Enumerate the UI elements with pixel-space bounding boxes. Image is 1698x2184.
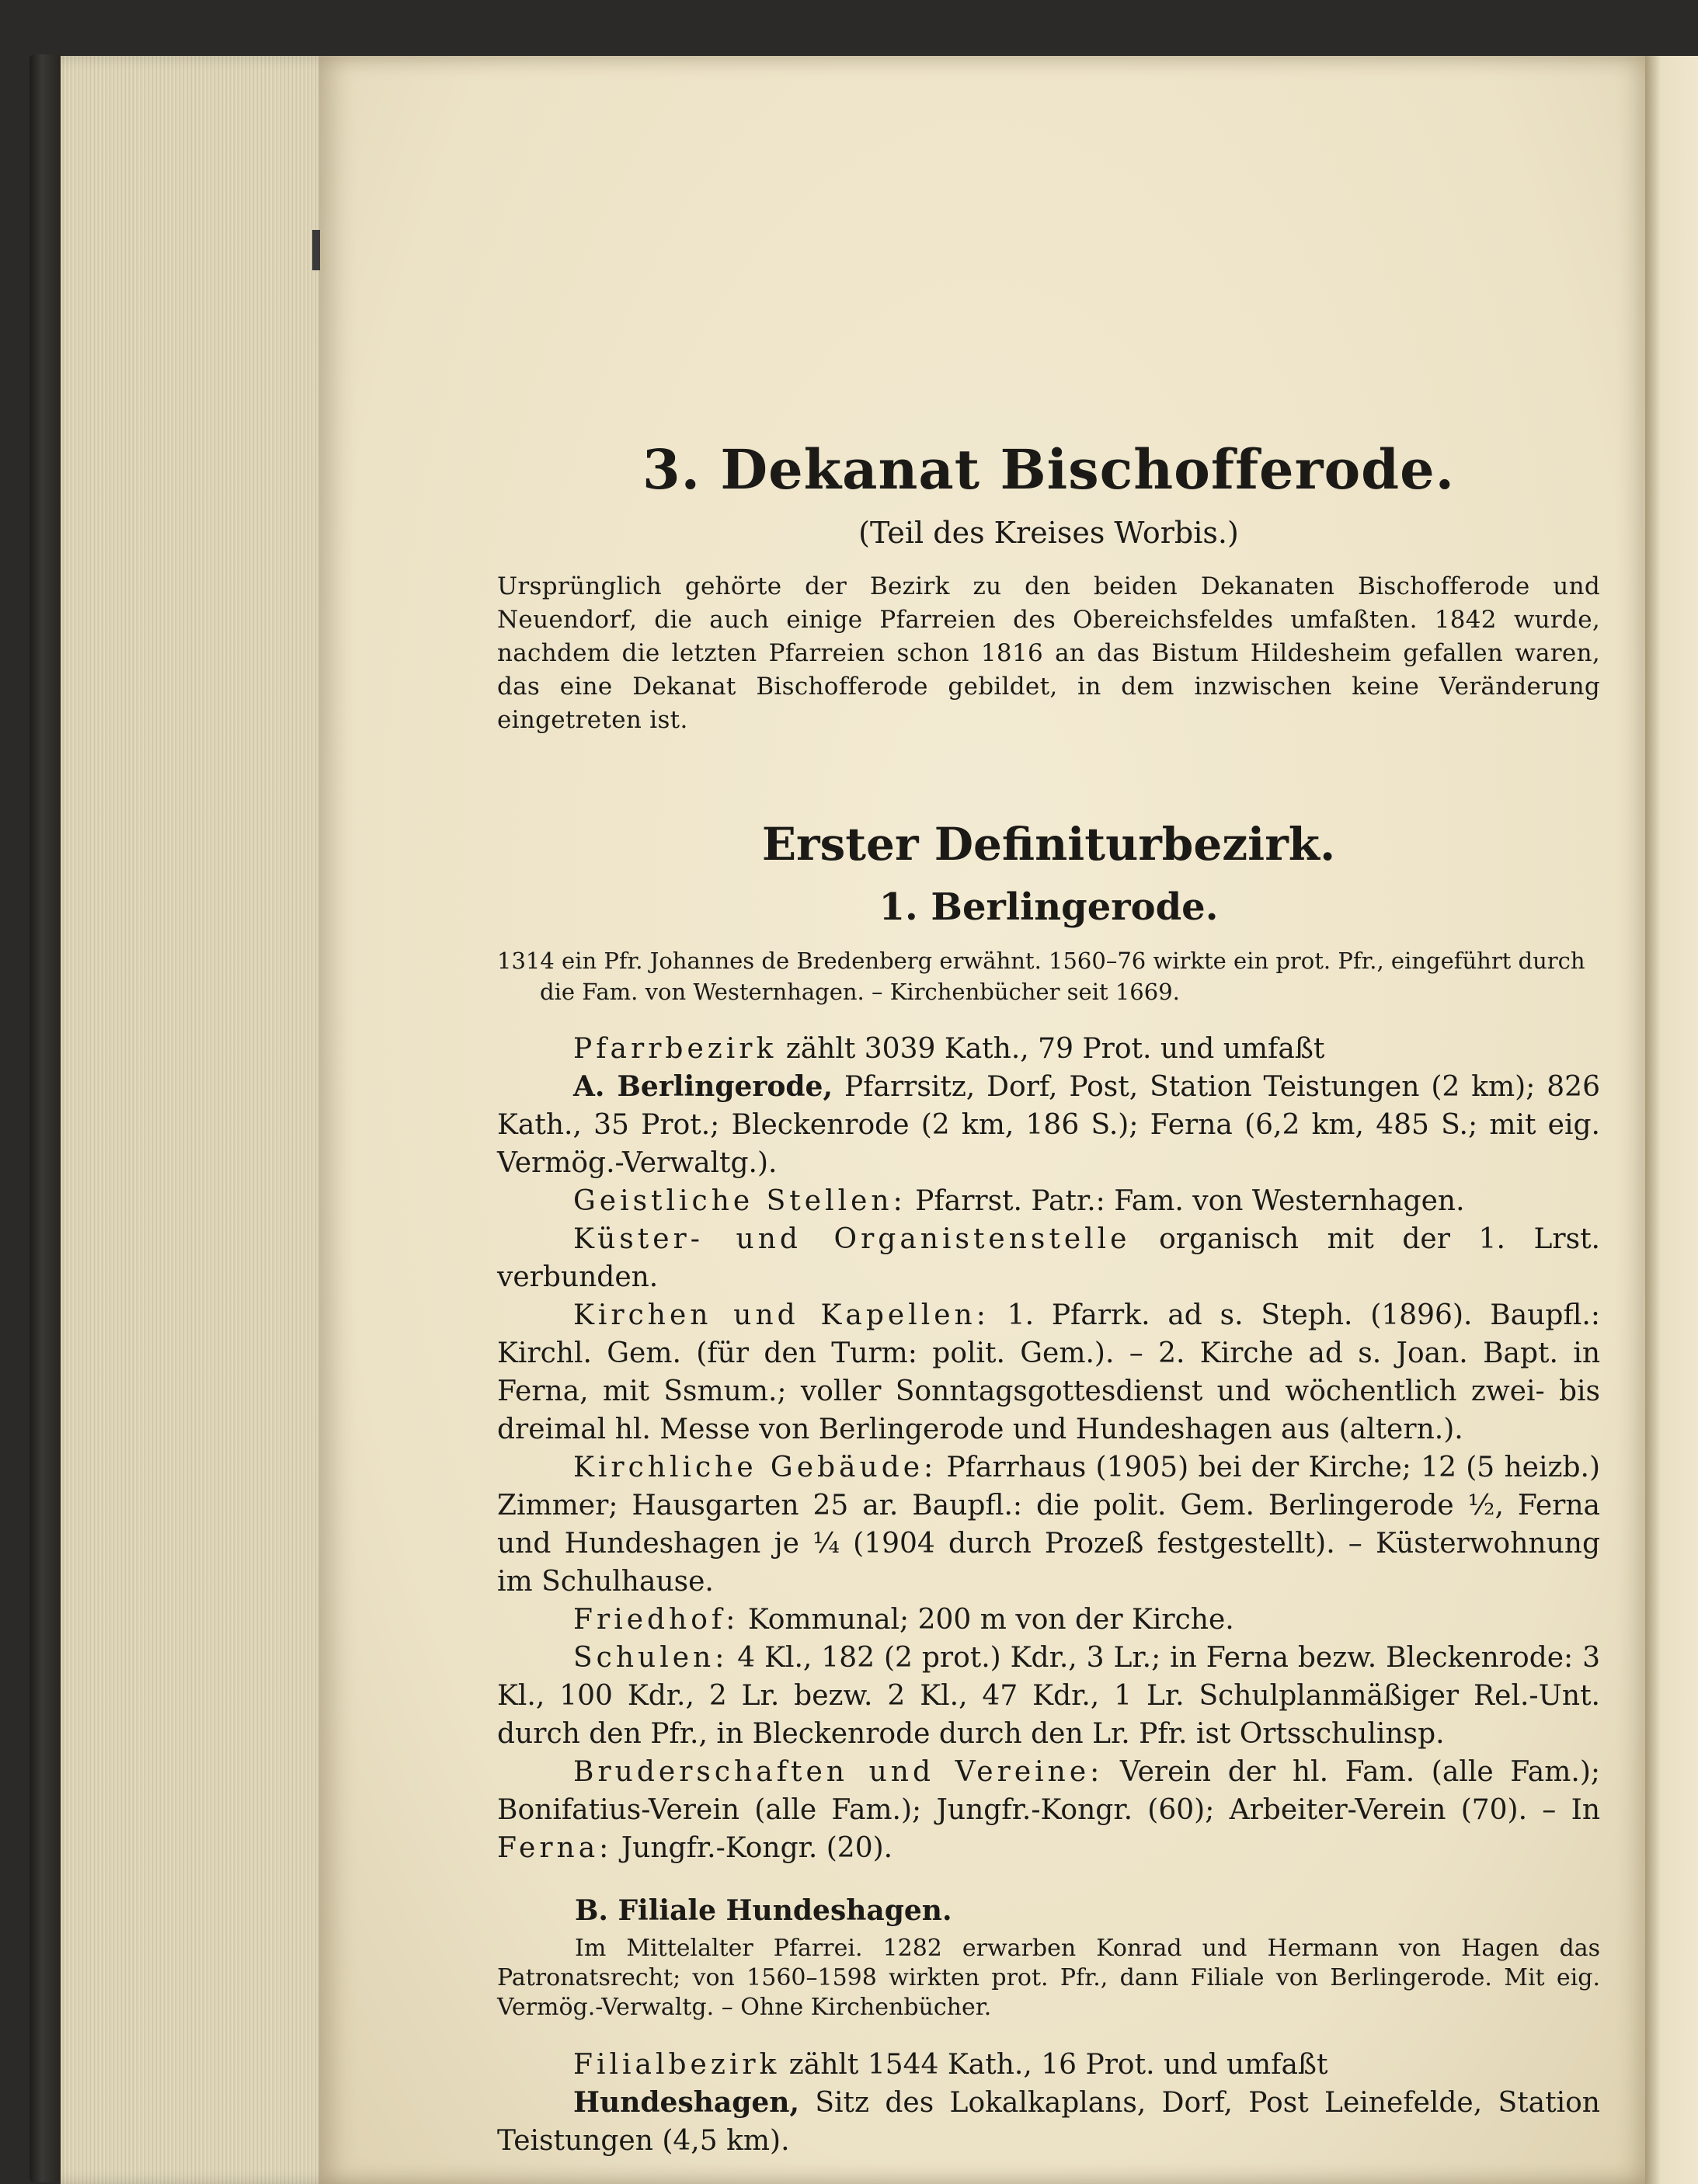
section-title: 3. Dekanat Bischofferode. bbox=[642, 437, 1456, 502]
text-hundeshagen: Sitz des Lokalkaplans, Dorf, Post Leinefelde, Station Teistungen (4,5 km). bbox=[497, 2087, 1600, 2157]
page-content bbox=[497, 435, 1600, 2160]
book-binding bbox=[30, 54, 61, 2182]
label-filialbezirk: Filialbezirk bbox=[573, 2049, 781, 2081]
district-title: Erster Definiturbezirk. bbox=[761, 818, 1336, 871]
parish-friedhof bbox=[497, 1601, 1600, 1639]
section-subtitle: (Teil des Kreises Worbis.) bbox=[858, 516, 1239, 550]
text-filialbezirk: zählt 1544 Kath., 16 Prot. und umfaßt bbox=[780, 2049, 1328, 2081]
label-pfarrbezirk: Pfarrbezirk bbox=[573, 1033, 778, 1065]
filiale-title: B. Filiale Hundeshagen. bbox=[575, 1894, 952, 1927]
text-ferna: Jungfr.-Kongr. (20). bbox=[612, 1832, 893, 1864]
parish-title: 1. Berlingerode. bbox=[879, 885, 1219, 929]
parish-schulen bbox=[497, 1639, 1600, 1753]
filial-district bbox=[497, 2046, 1600, 2084]
parish-geistliche bbox=[497, 1182, 1600, 1220]
parish-a bbox=[497, 1068, 1600, 1182]
text-friedhof: Kommunal; 200 m von der Kirche. bbox=[739, 1604, 1234, 1636]
label-schulen: Schulen: bbox=[573, 1642, 729, 1674]
parish-gebaeude bbox=[497, 1448, 1600, 1601]
label-a: A. Berlingerode, bbox=[573, 1070, 833, 1103]
text-gebaeude: Pfarrhaus (1905) bei der Kirche; 12 (5 heizb.) Zimmer; Hausgarten 25 ar. Baupfl.: die polit. Gem. Berlingerode ½, Ferna und Hundeshagen je ¼ (1904 durch Prozeß festgestellt). – Küsterwohnung im Schulhause. bbox=[497, 1452, 1600, 1598]
page-edges bbox=[61, 56, 340, 2184]
label-ferna: Ferna: bbox=[497, 1832, 613, 1864]
label-geistliche: Geistliche Stellen: bbox=[573, 1185, 906, 1217]
parish-body bbox=[497, 1030, 1600, 2160]
filial-hundeshagen bbox=[497, 2084, 1600, 2160]
section-intro: Ursprünglich gehörte der Bezirk zu den beiden Dekanaten Bischofferode und Neuendorf, die auch einige Pfarreien des Obereichsfeldes umfaßten. 1842 wurde, nachdem die letzten Pfarreien schon 1816 an das Bistum Hildesheim gefallen waren, das eine Dekanat Bischofferode gebildet, in dem inzwischen keine Veränderung eingetreten ist. bbox=[497, 572, 1600, 734]
parish-district bbox=[497, 1030, 1600, 1068]
parish-history-note: 1314 ein Pfr. Johannes de Bredenberg erwähnt. 1560–76 wirkte ein prot. Pfr., eingeführt durch die Fam. von Westernhagen. – Kirchenbücher seit 1669. bbox=[497, 948, 1585, 1005]
facing-page-edge bbox=[1645, 56, 1698, 2184]
label-gebaeude: Kirchliche Gebäude: bbox=[573, 1452, 938, 1483]
text-a: Pfarrsitz, Dorf, Post, Station Teistungen (2 km); 826 Kath., 35 Prot.; Bleckenrode (2 km, 186 S.); Ferna (6,2 km, 485 S.; mit eig. Vermög.-Verwaltg.). bbox=[497, 1071, 1600, 1179]
text-pfarrbezirk: zählt 3039 Kath., 79 Prot. und umfaßt bbox=[777, 1033, 1325, 1065]
text-kuester: organisch mit der 1. Lrst. verbunden. bbox=[497, 1223, 1601, 1293]
text-kirchen: 1. Pfarrk. ad s. Steph. (1896). Baupfl.: Kirchl. Gem. (für den Turm: polit. Gem.). – 2. Kirche ad s. Joan. Bapt. in Ferna, mit Ssmum.; voller Sonntagsgottesdienst und wöchentlich zwei- bis dreimal hl. Messe von Berlingerode und Hundeshagen aus (altern.). bbox=[497, 1299, 1600, 1445]
label-kirchen: Kirchen und Kapellen: bbox=[573, 1299, 990, 1331]
parish-kuester bbox=[497, 1220, 1600, 1296]
text-geistliche: Pfarrst. Patr.: Fam. von Westernhagen. bbox=[906, 1185, 1465, 1217]
filiale-history-note: Im Mittelalter Pfarrei. 1282 erwarben Konrad und Hermann von Hagen das Patronatsrecht; von 1560–1598 wirkten prot. Pfr., dann Filiale von Berlingerode. Mit eig. Vermög.-Verwaltg. – Ohne Kirchenbücher. bbox=[497, 1935, 1600, 2021]
label-friedhof: Friedhof: bbox=[573, 1604, 739, 1636]
label-bruderschaften: Bruderschaften und Vereine: bbox=[573, 1756, 1104, 1788]
text-schulen: 4 Kl., 182 (2 prot.) Kdr., 3 Lr.; in Ferna bezw. Bleckenrode: 3 Kl., 100 Kdr., 2 Lr. bezw. 2 Kl., 47 Kdr., 1 Lr. Schulplanmäßiger Rel.-Unt. durch den Pfr., in Bleckenrode durch den Lr. Pfr. ist Ortsschulinsp. bbox=[497, 1642, 1600, 1750]
label-hundeshagen: Hundeshagen, bbox=[573, 2086, 799, 2119]
text-bruderschaften: Verein der hl. Fam. (alle Fam.); Bonifatius-Verein (alle Fam.); Jungfr.-Kongr. (60); Arbeiter-Verein (70). – In bbox=[497, 1756, 1601, 1826]
spine-mark bbox=[312, 230, 320, 270]
label-kuester: Küster- und Organistenstelle bbox=[573, 1223, 1131, 1255]
parish-bruderschaften bbox=[497, 1753, 1600, 1867]
parish-kirchen bbox=[497, 1296, 1600, 1448]
